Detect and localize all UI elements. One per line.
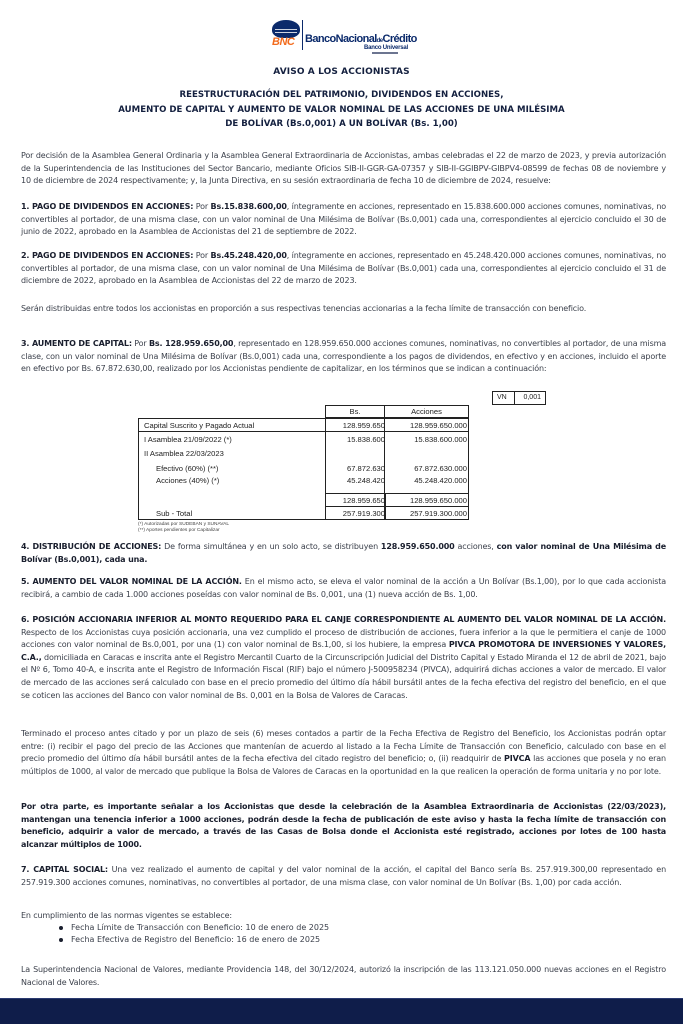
table-row: [138, 448, 469, 459]
section-7: [21, 864, 666, 889]
table-footnote: (*) Autorizadas por SUDEBAN y SUNAVAL: [138, 522, 229, 527]
row-bs: 45.248.420: [346, 476, 385, 485]
table-row: [138, 420, 469, 431]
row-label: Efectivo (60%) (**): [156, 464, 219, 473]
section-3-heading: 3. AUMENTO DE CAPITAL:: [21, 339, 132, 348]
logo-divider: [302, 20, 303, 50]
compliance-intro: En cumplimiento de las normas vigentes se establece:: [21, 911, 232, 920]
section-6-followup-body2: las acciones que posela y no eran múltiplos de 1000, al valor de mercado que publique la Bolsa de Valores de Caracas en la oportunidad en la que realicen la operación de forma unitaria y no por lote.: [21, 754, 666, 776]
row-bs: 257.919.300: [342, 509, 385, 518]
compliance-item: Fecha Efectiva de Registro del Beneficio: 16 de enero de 2025: [59, 934, 329, 946]
section-1-amount: Bs.15.838.600,00: [210, 202, 287, 211]
vn-box: [492, 391, 546, 405]
row-bs: 15.838.600: [346, 435, 385, 444]
column-header-acciones: [384, 406, 469, 417]
headline-line: DE BOLÍVAR (Bs.0,001) A UN BOLÍVAR (Bs. 1,00): [225, 119, 458, 129]
row-bs: 128.959.650: [342, 496, 385, 505]
section-6-followup-company: PIVCA: [504, 754, 531, 764]
row-label: II Asamblea 22/03/2023: [144, 449, 224, 458]
table-footnote: (**) Aportes pendientes por Capitalizar: [138, 528, 220, 533]
section-2-heading: 2. PAGO DE DIVIDENDOS EN ACCIONES:: [21, 251, 194, 260]
compliance-item: Fecha Límite de Transacción con Beneficio: 10 de enero de 2025: [59, 922, 329, 934]
column-header-bs: [325, 406, 385, 417]
section-7-body: Una vez realizado el aumento de capital y del valor nominal de la acción, el capital del Banco sería Bs. 257.919.300,00 representado en 257.919.300 acciones comunes, nominativas, no convertibles al portador, de una misma clase, con valor nominal de Un Bolívar (Bs. 1,00) por cada acción.: [21, 865, 666, 887]
section-1-heading: 1. PAGO DE DIVIDENDOS EN ACCIONES:: [21, 202, 194, 211]
section-6-followup-body1: Terminado el proceso antes citado y por un plazo de seis (6) meses contados a partir de la Fecha Efectiva de Registro del Beneficio, los Accionistas podrán optar entre: (i) recibir el pago del precio de las Acciones que mantenían de acuerdo al listado a la Fecha Límite de Transacción con Beneficio, calculado con base en el precio promedio del último día hábil bursátil antes de la fecha efectiva del citado registro del beneficio; o, (ii) readquirir de: [21, 729, 666, 764]
logo-name-part2: Crédito: [382, 33, 417, 45]
section-1-pre: Por: [193, 202, 211, 211]
section-5-heading: 5. AUMENTO DEL VALOR NOMINAL DE LA ACCIÓN.: [21, 577, 242, 586]
row-acciones: 15.838.600.000: [414, 435, 467, 444]
row-label: I Asamblea 21/09/2022 (*): [144, 435, 232, 444]
logo-subtitle: Banco Universal: [364, 45, 409, 51]
headline-line: AUMENTO DE CAPITAL Y AUMENTO DE VALOR NOMINAL DE LAS ACCIONES DE UNA MILÉSIMA: [118, 104, 565, 115]
headline: [0, 88, 683, 132]
vn-label: VN: [493, 392, 515, 404]
closing-paragraph: La Superintendencia Nacional de Valores, mediante Providencia 148, del 30/12/2024, autorizó la inscripción de las 113.121.050.000 nuevas acciones en el Registro Nacional de Valores.: [21, 965, 666, 987]
vn-value: 0,001: [523, 394, 541, 401]
row-acciones: 128.959.650.000: [409, 496, 467, 505]
section-2-pre: Por: [193, 251, 211, 260]
section-2: [21, 250, 666, 288]
headline-line: REESTRUCTURACIÓN DEL PATRIMONIO, DIVIDENDOS EN ACCIONES,: [179, 90, 504, 100]
logo-rif-line: [372, 52, 398, 54]
section-6-heading: 6. POSICIÓN ACCIONARIA INFERIOR AL MONTO REQUERIDO PARA EL CANJE CORRESPONDIENTE AL AUMENTO DEL VALOR NOMINAL DE LA ACCIÓN.: [21, 615, 666, 624]
section-4-heading: 4. DISTRIBUCIÓN DE ACCIONES:: [21, 542, 162, 551]
logo-name: [305, 33, 417, 45]
section-4-mid: acciones,: [454, 542, 497, 551]
notice-title: AVISO A LOS ACCIONISTAS: [273, 67, 410, 77]
logo-name-part1: BancoNacional: [305, 33, 377, 45]
important-note: Por otra parte, es importante señalar a los Accionistas que desde la celebración de la Asamblea Extraordinaria de Accionistas (22/03/2023), mantengan una tenencia inferior a 1000 acciones, podrán desde la fecha de publicación de este aviso y hasta la fecha límite de transacción con beneficio, adquirir a valor de mercado, a través de las Casas de Bolsa donde el Accionista esté registrado, acciones por lotes de 100 hasta alcanzar múltiplos de 1000.: [21, 802, 666, 849]
column-header-acciones-label: Acciones: [411, 407, 442, 416]
section-3-pre: Por: [131, 339, 149, 348]
intro-paragraph: Por decisión de la Asamblea General Ordinaria y la Asamblea General Extraordinaria de Accionistas, ambas celebradas el 22 de marzo de 2023, y previa autorización de la Superintendencia de las Instituciones del Sector Bancario, mediante Oficios SIB-II-GGR-GA-07357 y SIB-II-GGIBPV-GIBPV4-08599 de fechas 08 de noviembre y 10 de diciembre de 2024 respectivamente; y, la Junta Directiva, en su sesión extraordinaria de fecha 10 de diciembre de 2024, resuelve:: [21, 151, 666, 186]
section-5-body: En el mismo acto, se eleva el valor nominal de la acción a Un Bolívar (Bs.1,00), por lo que cada accionista recibirá, a cambio de cada 1.000 acciones poseídas con valor nominal de Bs. 0,001, una (1) nueva acción de Bs. 1,00.: [21, 577, 667, 599]
section-4-tail: con valor nominal de Una Milésima de Bolívar (Bs.0,001), cada una.: [21, 542, 666, 564]
section-4: [21, 541, 666, 566]
row-bs: 67.872.630: [346, 464, 385, 473]
section-4-amount: 128.959.650.000: [380, 542, 455, 551]
section-4-body: De forma simultánea y en un solo acto, se distribuyen: [161, 542, 381, 551]
section-1-body: , íntegramente en acciones, representado en 15.838.600.000 acciones comunes, nominativas, no convertibles al portador, de una misma clase, con un valor nominal de Una Milésima de Bolívar (Bs.0,001) cada una, correspondientes al ejercicio concluido el 30 de junio de 2022, aprobado en la Asamblea de Accionistas del 21 de septiembre de 2022.: [21, 202, 666, 237]
row-label: Sub - Total: [156, 509, 193, 518]
section-6: [21, 614, 666, 702]
compliance-list: [59, 922, 329, 947]
row-acciones: 67.872.630.000: [414, 464, 467, 473]
section-6-company: PIVCA PROMOTORA DE INVERSIONES Y VALORES, C.A.,: [21, 640, 666, 662]
footer-bar: [0, 998, 683, 1024]
table-row: [138, 508, 469, 519]
section-6-body2: domiciliada en Caracas e inscrita ante el Registro Mercantil Cuarto de la Circunscripción Judicial del Distrito Capital y Estado Miranda el 12 de abril de 2021, bajo el Nº 6, Tomo 40-A, e inscrita ante el Registro de Información Fiscal (RIF) bajo el número J-500958234 (PIVCA), adquirirá dichas acciones a valor de mercado. El valor de mercado de las acciones será calculado con base en el precio promedio del último día hábil bursátil antes de la fecha efectiva del registro del beneficio, en el que se coticen las acciones del Banco con valor nominal de Bs. 0,001 en la Bolsa de Valores de Caracas.: [21, 652, 666, 700]
row-acciones: 128.959.650.000: [409, 421, 467, 430]
row-bs: 128.959.650: [342, 421, 385, 430]
table-row: [138, 475, 469, 486]
section-3-amount: Bs. 128.959.650,00: [148, 339, 234, 348]
row-label: Acciones (40%) (*): [156, 476, 220, 485]
logo-name-de: de: [376, 38, 383, 44]
section-2-body: , íntegramente en acciones, representado en 45.248.420.000 acciones comunes, nominativas, no convertibles al portador, de una misma clase, con un valor nominal de Una Milésima de Bolívar (Bs.0,001) cada una, correspondientes al ejercicio concluido el 31 de diciembre de 2022, aprobado en la Asamblea de Accionistas del 22 de marzo de 2023.: [21, 251, 666, 286]
section-2-amount: Bs.45.248.420,00: [210, 251, 287, 260]
row-acciones: 45.248.420.000: [414, 476, 467, 485]
column-header-bs-label: Bs.: [349, 407, 361, 416]
section-6-followup: [21, 728, 666, 778]
section-1: [21, 201, 666, 239]
section-5: [21, 576, 666, 601]
logo-mark: BNC: [272, 36, 295, 48]
row-label: Capital Suscrito y Pagado Actual: [144, 421, 255, 430]
section-7-heading: 7. CAPITAL SOCIAL:: [21, 865, 108, 874]
table-row: [138, 463, 469, 474]
section-3: [21, 338, 666, 376]
table-row: [138, 495, 469, 506]
distribution-note: Serán distribuidas entre todos los accionistas en proporción a sus respectivas tenencias accionarias a la fecha límite de transacción con beneficio.: [21, 304, 587, 313]
row-acciones: 257.919.300.000: [409, 509, 467, 518]
bank-logo: [272, 20, 442, 54]
table-row: [138, 434, 469, 445]
section-6-body1: Respecto de los Accionistas cuya posición accionaria, una vez cumplido el proceso de distribución de acciones, fuera inferior a la que le permitiera el canje de 1000 acciones con valor nominal de Bs.0,001, por una (1) con valor nominal de Bs.1,00, si los hubiere, la empresa: [21, 627, 666, 650]
section-3-body: , representado en 128.959.650.000 acciones comunes, nominativas, no convertibles al portador, de una misma clase, con un valor nominal de Una Milésima de Bolívar (Bs.0,001) cada una, correspondiente a los pagos de dividendos, en efectivo y en acciones, incluido el aporte en efectivo por Bs. 67.872.630,00, realizado por los Accionistas pendiente de capitalizar, en los términos que se indican a continuación:: [21, 339, 666, 374]
